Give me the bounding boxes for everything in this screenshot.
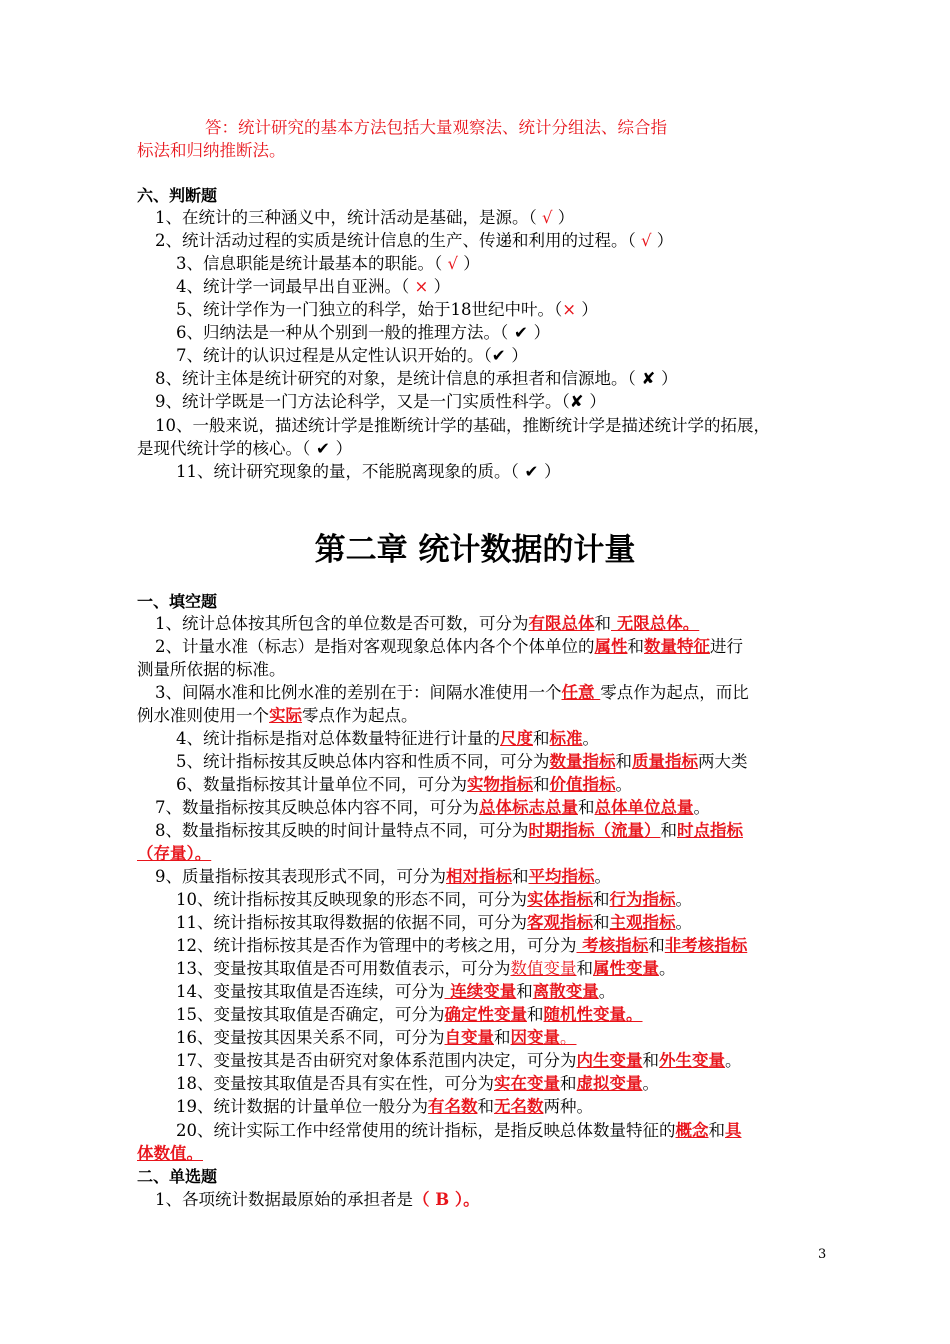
fill-item: 10、统计指标按其反映现象的形态不同，可分为实体指标和行为指标。 (176, 890, 692, 909)
fill-item: 12、统计指标按其是否作为管理中的考核之用，可分为 考核指标和非考核指标 (176, 936, 748, 955)
check-mark-icon: ✔ (491, 346, 512, 365)
answer-choice: （ B ）。 (413, 1190, 480, 1209)
judgement-item: 2、统计活动过程的实质是统计信息的生产、传递和利用的过程。（ √ ） (155, 231, 674, 250)
cross-mark-icon: ✘ (569, 392, 590, 411)
fill-item-continuation: （存量）。 (137, 844, 212, 863)
check-mark-icon: √ (536, 208, 558, 227)
section-title-fill: 一、填空题 (137, 592, 218, 611)
fill-item: 9、质量指标按其表现形式不同，可分为相对指标和平均指标。 (155, 867, 611, 886)
fill-item: 19、统计数据的计量单位一般分为有名数和无名数两种。 (176, 1097, 593, 1116)
judgement-item-10-line-1: 10、一般来说，描述统计学是推断统计学的基础，推断统计学是描述统计学的拓展， (155, 416, 770, 435)
cross-mark-icon: × (562, 300, 582, 319)
chapter-title: 第二章 统计数据的计量 (314, 532, 636, 568)
fill-item: 11、统计指标按其取得数据的依据不同，可分为客观指标和主观指标。 (176, 913, 692, 932)
fill-item-continuation: 体数值。 (137, 1144, 203, 1163)
fill-item-continuation: 测量所依据的标准。 (137, 660, 286, 679)
judgement-item: 6、归纳法是一种从个别到一般的推理方法。（ ✔ ） (176, 323, 551, 342)
cross-mark-icon: ✘ (635, 369, 662, 388)
judgement-item-10-line-2: 是现代统计学的核心。（ ✔ ） (137, 439, 353, 458)
single-choice-item: 1、各项统计数据最原始的承担者是（ B ）。 (155, 1190, 480, 1209)
fill-item: 1、统计总体按其所包含的单位数是否可数，可分为有限总体和 无限总体。 (155, 614, 700, 633)
fill-item: 3、间隔水准和比例水准的差别在于：间隔水准使用一个任意 零点作为起点，而比 (155, 683, 749, 702)
fill-item: 13、变量按其取值是否可用数值表示，可分为数值变量和属性变量。 (176, 959, 676, 978)
fill-item: 5、统计指标按其反映总体内容和性质不同，可分为数量指标和质量指标两大类 (176, 752, 748, 771)
check-mark-icon: ✔ (518, 462, 545, 481)
judgement-item: 1、在统计的三种涵义中，统计活动是基础，是源。（ √ ） (155, 208, 575, 227)
fill-item: 8、数量指标按其反映的时间计量特点不同，可分为时期指标（流量）和时点指标 (155, 821, 743, 840)
judgement-item: 11、统计研究现象的量，不能脱离现象的质。（ ✔ ） (176, 462, 561, 481)
page-number: 3 (818, 1247, 827, 1262)
fill-item: 6、数量指标按其计量单位不同，可分为实物指标和价值指标。 (176, 775, 632, 794)
fill-item: 15、变量按其取值是否确定，可分为确定性变量和随机性变量。 (176, 1005, 643, 1024)
answer-line-2: 标法和归纳推断法。 (137, 141, 286, 160)
fill-item: 16、变量按其因果关系不同，可分为自变量和因变量。 (176, 1028, 577, 1047)
judgement-item: 3、信息职能是统计最基本的职能。（ √ ） (176, 254, 480, 273)
fill-item: 18、变量按其取值是否具有实在性，可分为实在变量和虚拟变量。 (176, 1074, 659, 1093)
judgement-item: 7、统计的认识过程是从定性认识开始的。（✔ ） (176, 346, 528, 365)
fill-item-continuation: 例水准则使用一个实际零点作为起点。 (137, 706, 418, 725)
judgement-item: 9、统计学既是一门方法论科学，又是一门实质性科学。（✘ ） (155, 392, 606, 411)
answer-line-1: 答：统计研究的基本方法包括大量观察法、统计分组法、综合指 (205, 118, 667, 137)
section-title-judgement: 六、判断题 (137, 186, 218, 205)
fill-item: 14、变量按其取值是否连续，可分为 连续变量和离散变量。 (176, 982, 616, 1001)
judgement-item: 5、统计学作为一门独立的科学，始于18世纪中叶。（× ） (176, 300, 598, 319)
fill-item: 4、统计指标是指对总体数量特征进行计量的尺度和标准。 (176, 729, 599, 748)
fill-item: 7、数量指标按其反映总体内容不同，可分为总体标志总量和总体单位总量。 (155, 798, 710, 817)
fill-item: 17、变量按其是否由研究对象体系范围内决定，可分为内生变量和外生变量。 (176, 1051, 742, 1070)
fill-item: 2、计量水准（标志）是指对客观现象总体内各个个体单位的属性和数量特征进行 (155, 637, 743, 656)
judgement-item: 8、统计主体是统计研究的对象，是统计信息的承担者和信源地。（ ✘ ） (155, 369, 678, 388)
check-mark-icon: ✔ (508, 323, 534, 342)
fill-item: 20、统计实际工作中经常使用的统计指标，是指反映总体数量特征的概念和具 (176, 1121, 742, 1140)
section-title-single-choice: 二、单选题 (137, 1167, 218, 1186)
cross-mark-icon: × (409, 277, 434, 296)
check-mark-icon: √ (635, 231, 657, 250)
check-mark-icon: √ (442, 254, 464, 273)
judgement-item: 4、统计学一词最早出自亚洲。（ × ） (176, 277, 451, 296)
check-mark-icon: ✔ (310, 439, 336, 458)
